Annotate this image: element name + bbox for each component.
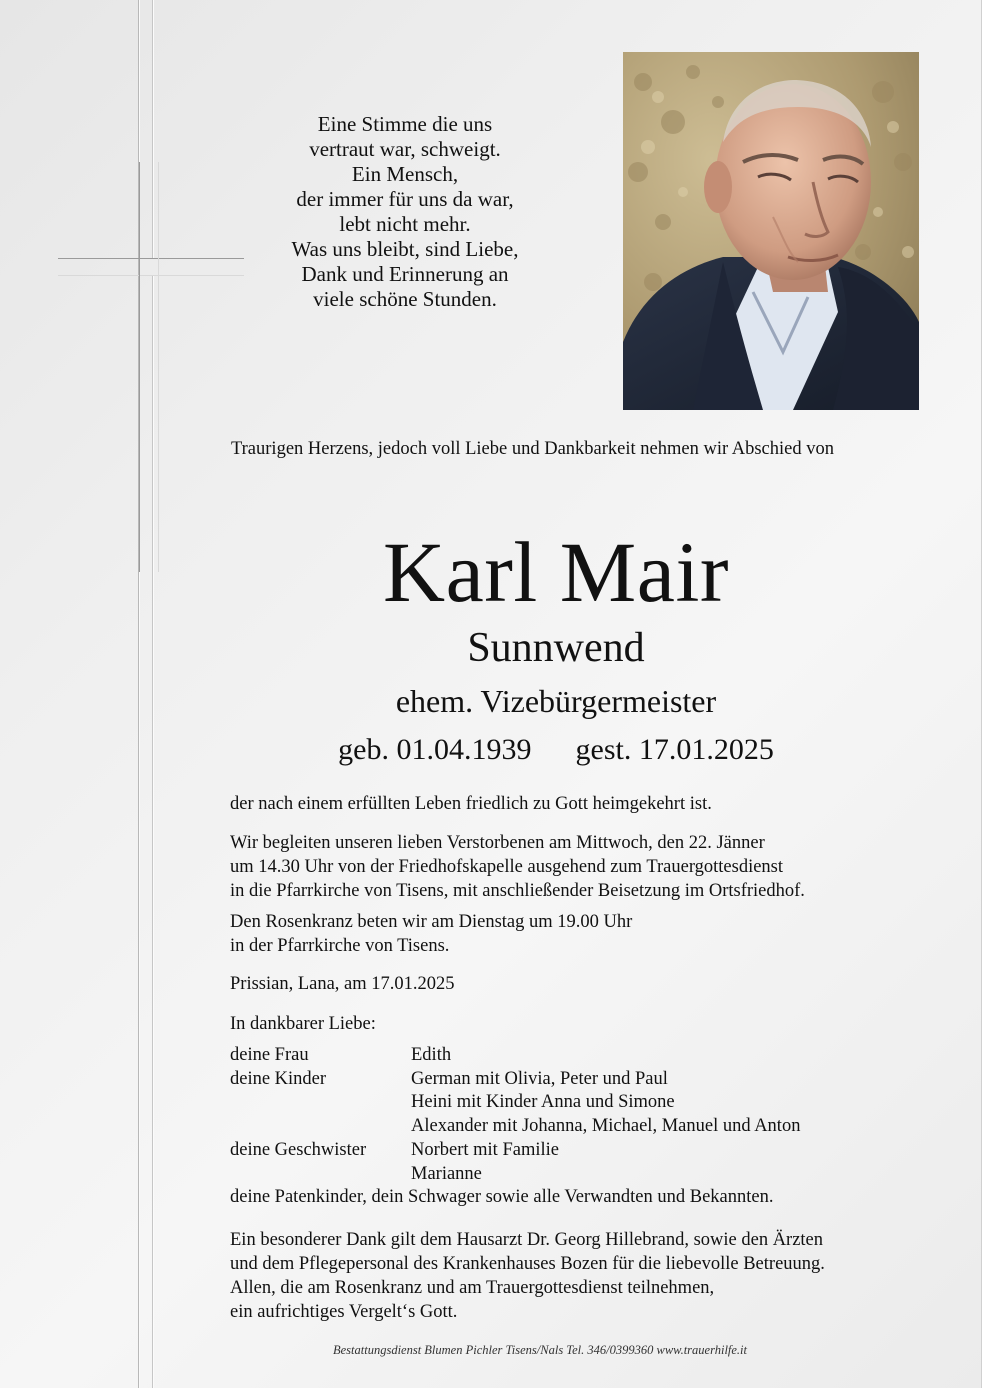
deceased-nickname: Sunnwend bbox=[467, 625, 645, 671]
mourner-row bbox=[230, 1115, 920, 1139]
text-line: In dankbarer Liebe: bbox=[230, 1014, 376, 1034]
mourner-names: Heini mit Kinder Anna und Simone bbox=[411, 1092, 675, 1113]
text-line: um 14.30 Uhr von der Friedhofskapelle ausgehend zum Trauergottesdienst bbox=[230, 857, 784, 877]
poem-line: vertraut war, schweigt. bbox=[309, 137, 501, 161]
text-line: und dem Pflegepersonal des Krankenhauses Bozen für die liebevolle Betreuung. bbox=[230, 1254, 825, 1274]
text-line: Wir begleiten unseren lieben Verstorbenen am Mittwoch, den 22. Jänner bbox=[230, 833, 765, 853]
poem-line: Dank und Erinnerung an bbox=[301, 262, 509, 286]
mourner-row bbox=[230, 1091, 920, 1115]
text-line: in die Pfarrkirche von Tisens, mit anschließender Beisetzung im Ortsfriedhof. bbox=[230, 881, 805, 901]
text-line: Den Rosenkranz beten wir am Dienstag um 19.00 Uhr bbox=[230, 912, 633, 932]
homecoming-text bbox=[230, 792, 920, 816]
other-mourners: deine Patenkinder, dein Schwager sowie alle Verwandten und Bekannten. bbox=[230, 1187, 774, 1208]
relation-label: deine Frau bbox=[230, 1045, 309, 1065]
portrait-photo bbox=[623, 52, 919, 410]
text-line: Ein besonderer Dank gilt dem Hausarzt Dr. Georg Hillebrand, sowie den Ärzten bbox=[230, 1230, 824, 1250]
mourner-names: Edith bbox=[411, 1045, 452, 1065]
poem-line: lebt nicht mehr. bbox=[339, 212, 471, 236]
mourner-names: Alexander mit Johanna, Michael, Manuel und Anton bbox=[411, 1116, 801, 1137]
relation-label: deine Kinder bbox=[230, 1068, 327, 1089]
mourner-names: Norbert mit Familie bbox=[411, 1139, 559, 1160]
life-dates bbox=[231, 730, 881, 770]
cross-center bbox=[140, 259, 158, 275]
mourner-row bbox=[230, 1044, 920, 1068]
cross-icon bbox=[139, 162, 159, 572]
mourner-row bbox=[230, 1163, 920, 1187]
poem-line: Ein Mensch, bbox=[351, 162, 459, 186]
place-date bbox=[230, 972, 920, 996]
mourner-names: German mit Olivia, Peter und Paul bbox=[411, 1068, 668, 1089]
text-line: der nach einem erfüllten Leben friedlich zu Gott heimgekehrt ist. bbox=[230, 794, 712, 814]
memorial-poem bbox=[262, 112, 548, 312]
funeral-service-footer: Bestattungsdienst Blumen Pichler Tisens/Nals Tel. 346/0399360 www.trauerhilfe.it bbox=[332, 1343, 748, 1357]
in-love-heading bbox=[230, 1012, 920, 1036]
poem-line: Eine Stimme die uns bbox=[317, 112, 493, 136]
poem-line: Was uns bleibt, sind Liebe, bbox=[291, 237, 519, 261]
mourner-row bbox=[230, 1068, 920, 1092]
poem-line: der immer für uns da war, bbox=[296, 187, 514, 211]
poem-line: viele schöne Stunden. bbox=[313, 287, 497, 311]
funeral-announcement bbox=[230, 831, 920, 903]
mourner-names: Marianne bbox=[411, 1163, 482, 1184]
text-line: Allen, die am Rosenkranz und am Trauergottesdienst teilnehmen, bbox=[230, 1278, 715, 1298]
mourner-row bbox=[230, 1139, 920, 1163]
text-line: in der Pfarrkirche von Tisens. bbox=[230, 936, 450, 956]
rosary-announcement bbox=[230, 910, 920, 958]
deceased-name: Karl Mair bbox=[383, 524, 729, 620]
relation-label: deine Geschwister bbox=[230, 1139, 367, 1160]
thanks-text bbox=[230, 1228, 920, 1324]
intro-text: Traurigen Herzens, jedoch voll Liebe und Dankbarkeit nehmen wir Abschied von bbox=[231, 439, 834, 459]
birth-date: geb. 01.04.1939 bbox=[338, 733, 532, 766]
text-line: ein aufrichtiges Vergelt‘s Gott. bbox=[230, 1302, 458, 1322]
deceased-role: ehem. Vizebürgermeister bbox=[395, 683, 717, 719]
mourners-list bbox=[230, 1044, 920, 1210]
death-date: gest. 17.01.2025 bbox=[575, 733, 774, 766]
text-line: Prissian, Lana, am 17.01.2025 bbox=[230, 974, 455, 994]
